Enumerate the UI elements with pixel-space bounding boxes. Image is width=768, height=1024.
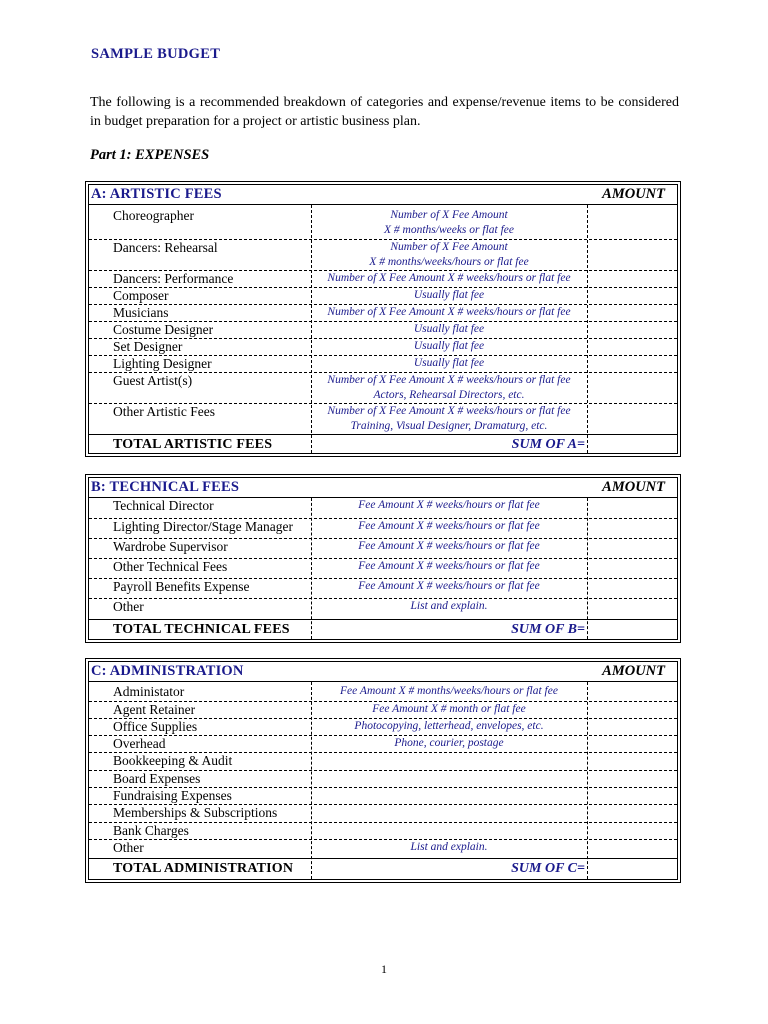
row-label: Guest Artist(s) <box>113 373 193 388</box>
part-heading: Part 1: EXPENSES <box>90 147 210 163</box>
section-header <box>89 185 677 205</box>
description-line: Number of X Fee Amount X # weeks/hours or flat fee <box>327 272 571 284</box>
description-line: Number of X Fee Amount <box>390 241 508 253</box>
description-line: Fee Amount X # months/weeks/hours or flat fee <box>340 685 558 697</box>
row-description <box>311 240 587 270</box>
row-description <box>311 208 587 238</box>
table-row <box>89 321 677 338</box>
total-label: TOTAL TECHNICAL FEES <box>113 622 290 637</box>
row-description <box>311 356 587 371</box>
description-line: Fee Amount X # weeks/hours or flat fee <box>358 560 540 572</box>
row-description <box>311 288 587 303</box>
row-description <box>311 322 587 337</box>
section-c-table <box>88 661 678 880</box>
amount-column-header: AMOUNT <box>602 479 665 495</box>
total-sum-label: SUM OF B= <box>511 622 585 637</box>
table-row <box>89 598 677 618</box>
section-b-table <box>88 477 678 640</box>
row-label: Other Artistic Fees <box>113 404 215 419</box>
total-row <box>89 858 677 881</box>
table-row <box>89 735 677 752</box>
table-row <box>89 287 677 304</box>
table-row <box>89 787 677 804</box>
row-description <box>311 559 587 574</box>
row-description <box>311 684 587 699</box>
row-description <box>311 702 587 717</box>
table-row <box>89 270 677 287</box>
row-label: Office Supplies <box>113 719 198 734</box>
row-label: Board Expenses <box>113 771 201 786</box>
row-label: Lighting Designer <box>113 356 212 371</box>
total-label: TOTAL ARTISTIC FEES <box>113 437 273 452</box>
section-a-table <box>88 184 678 454</box>
row-label: Bank Charges <box>113 823 189 838</box>
row-description <box>311 519 587 534</box>
row-label: Fundraising Expenses <box>113 788 232 803</box>
description-line: List and explain. <box>410 600 488 612</box>
intro-paragraph: The following is a recommended breakdown of categories and expense/revenue items to be considered in budget preparation for a project or artistic business plan. <box>90 95 679 129</box>
row-label: Composer <box>113 288 169 303</box>
description-line: Actors, Rehearsal Directors, etc. <box>373 389 525 401</box>
row-description <box>311 305 587 320</box>
row-label: Bookkeeping & Audit <box>113 753 233 768</box>
row-label: Other <box>113 599 144 614</box>
total-label: TOTAL ADMINISTRATION <box>113 861 294 876</box>
row-description <box>311 599 587 614</box>
total-row <box>89 434 677 455</box>
row-label: Overhead <box>113 736 166 751</box>
row-description <box>311 579 587 594</box>
row-label: Memberships & Subscriptions <box>113 805 278 820</box>
description-line: Number of X Fee Amount X # weeks/hours or flat fee <box>327 405 571 417</box>
row-description <box>311 373 587 403</box>
description-line: List and explain. <box>410 841 488 853</box>
description-line: Number of X Fee Amount X # weeks/hours or flat fee <box>327 306 571 318</box>
description-line: X # months/weeks/hours or flat fee <box>369 256 529 268</box>
description-line: Fee Amount X # weeks/hours or flat fee <box>358 499 540 511</box>
row-description <box>311 498 587 513</box>
table-row <box>89 804 677 822</box>
table-row <box>89 770 677 787</box>
section-header <box>89 662 677 682</box>
section-header <box>89 478 677 498</box>
table-row <box>89 518 677 538</box>
row-label: Dancers: Performance <box>113 271 234 286</box>
document-title: SAMPLE BUDGET <box>91 46 221 62</box>
table-row <box>89 822 677 839</box>
table-row <box>89 355 677 372</box>
description-line: Usually flat fee <box>413 289 485 301</box>
table-row <box>89 239 677 270</box>
table-row <box>89 304 677 321</box>
row-description <box>311 719 587 734</box>
description-line: X # months/weeks or flat fee <box>384 224 514 236</box>
row-label: Wardrobe Supervisor <box>113 539 228 554</box>
description-line: Number of X Fee Amount X # weeks/hours or flat fee <box>327 374 571 386</box>
row-label: Other <box>113 840 144 855</box>
description-line: Usually flat fee <box>413 357 485 369</box>
row-label: Other Technical Fees <box>113 559 228 574</box>
row-description <box>311 404 587 434</box>
page-number: 1 <box>381 962 387 976</box>
row-description <box>311 339 587 354</box>
section-heading: A: ARTISTIC FEES <box>91 186 222 202</box>
row-label: Costume Designer <box>113 322 214 337</box>
table-row <box>89 839 677 856</box>
table-row <box>89 752 677 770</box>
row-label: Technical Director <box>113 498 214 513</box>
description-line: Fee Amount X # weeks/hours or flat fee <box>358 540 540 552</box>
section-heading: B: TECHNICAL FEES <box>91 479 240 495</box>
description-line: Usually flat fee <box>413 340 485 352</box>
row-label: Agent Retainer <box>113 702 196 717</box>
description-line: Photocopying, letterhead, envelopes, etc. <box>354 720 544 732</box>
row-description <box>311 840 587 855</box>
table-row <box>89 338 677 355</box>
total-sum-label: SUM OF A= <box>511 437 585 452</box>
description-line: Number of X Fee Amount <box>390 209 508 221</box>
row-label: Lighting Director/Stage Manager <box>113 519 293 534</box>
row-label: Set Designer <box>113 339 183 354</box>
table-row <box>89 208 677 239</box>
row-description <box>311 736 587 751</box>
total-row <box>89 619 677 641</box>
description-line: Fee Amount X # month or flat fee <box>372 703 526 715</box>
table-row <box>89 578 677 598</box>
row-description <box>311 539 587 554</box>
table-row <box>89 372 677 403</box>
table-row <box>89 701 677 718</box>
description-line: Fee Amount X # weeks/hours or flat fee <box>358 580 540 592</box>
section-heading: C: ADMINISTRATION <box>91 663 244 679</box>
table-row <box>89 718 677 735</box>
description-line: Fee Amount X # weeks/hours or flat fee <box>358 520 540 532</box>
row-label: Payroll Benefits Expense <box>113 579 250 594</box>
description-line: Usually flat fee <box>413 323 485 335</box>
table-row <box>89 558 677 578</box>
row-label: Dancers: Rehearsal <box>113 240 218 255</box>
row-label: Administator <box>113 684 185 699</box>
amount-column-header: AMOUNT <box>602 186 665 202</box>
row-label: Choreographer <box>113 208 194 223</box>
table-row <box>89 498 677 518</box>
table-row <box>89 403 677 434</box>
table-row <box>89 538 677 558</box>
row-label: Musicians <box>113 305 169 320</box>
row-description <box>311 271 587 286</box>
description-line: Training, Visual Designer, Dramaturg, etc. <box>350 420 548 432</box>
table-row <box>89 684 677 701</box>
total-sum-label: SUM OF C= <box>511 861 585 876</box>
amount-column-header: AMOUNT <box>602 663 665 679</box>
description-line: Phone, courier, postage <box>394 737 504 749</box>
